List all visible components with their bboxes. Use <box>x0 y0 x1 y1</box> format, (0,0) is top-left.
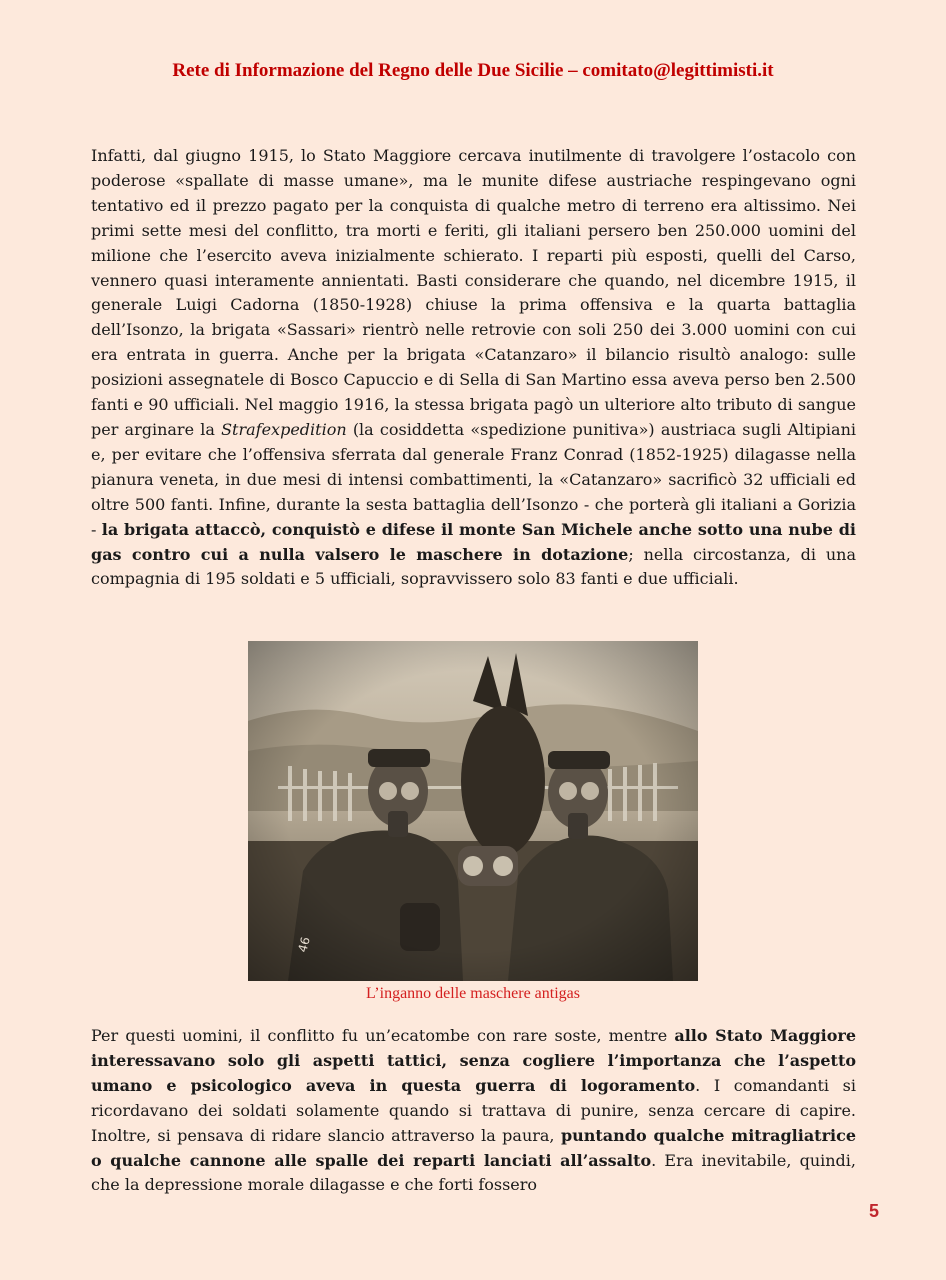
photo-caption: L’inganno delle maschere antigas <box>366 985 580 1002</box>
historical-photo <box>248 641 698 981</box>
bold-emphasis: la brigata attaccò, conquistò e difese il monte San Michele anche sotto una nube di gas contro cui a nulla valsero le maschere in dotazione <box>91 519 856 564</box>
paragraph-text: (la cosiddetta «spedizione punitiva») austriaca sugli Altipiani e, per evitare che l’offensiva sferrata dal generale Franz Conrad (1852-1925) dilagasse nella pianura veneta, in due mesi di intensi combattimenti, la «Catanzaro» sacrificò 32 ufficiali ed oltre 500 fanti. Infine, durante la sesta battaglia dell’Isonzo - che porterà gli italiani a Gorizia - <box>91 419 857 539</box>
body-paragraph-2 <box>91 1024 856 1198</box>
gas-mask-photo-illustration <box>248 641 698 981</box>
bold-emphasis: allo Stato Maggiore interessavano solo gli aspetti tattici, senza cogliere l’importanza che l’aspetto umano e psicologico aveva in questa guerra di logoramento <box>91 1026 856 1095</box>
page-number: 5 <box>868 1201 879 1221</box>
photo-mark: 46 <box>295 935 313 954</box>
italic-term: Strafexpedition <box>221 419 347 439</box>
paragraph-text: Per questi uomini, il conflitto fu un’ecatombe con rare soste, mentre <box>91 1026 668 1045</box>
page-header: Rete di Informazione del Regno delle Due Sicilie – comitato@legittimisti.it <box>172 60 774 81</box>
body-paragraph-1 <box>91 144 856 592</box>
bold-emphasis: puntando qualche mitragliatrice o qualche cannone alle spalle dei reparti lanciati all’assalto <box>91 1125 857 1170</box>
paragraph-text: . I comandanti si ricordavano dei soldati solamente quando si trattava di punire, senza cercare di capire. Inoltre, si pensava di ridare slancio attraverso la paura, <box>91 1075 857 1145</box>
paragraph-text: . Era inevitabile, quindi, che la depressione morale dilagasse e che forti fossero <box>91 1150 857 1195</box>
paragraph-text: ; nella circostanza, di una compagnia di 195 soldati e 5 ufficiali, sopravvissero solo 83 fanti e due ufficiali. <box>91 544 856 589</box>
paragraph-text: Infatti, dal giugno 1915, lo Stato Maggiore cercava inutilmente di travolgere l’ostacolo con poderose «spallate di masse umane», ma le munite difese austriache respingevano ogni tentativo ed il prezzo pagato per la conquista di qualche metro di terreno era altissimo. Nei primi sette mesi del conflitto, tra morti e feriti, gli italiani persero ben 250.000 uomini del milione che l’esercito aveva inizialmente schierato. I reparti più esposti, quelli del Carso, vennero quasi interamente annientati. Basti considerare che quando, nel dicembre 1915, il generale Luigi Cadorna (1850-1928) chiuse la prima offensiva e la quarta battaglia dell’Isonzo, la brigata «Sassari» rientrò nelle retrovie con soli 250 dei 3.000 uomini con cui era entrata in guerra. Anche per la brigata «Catanzaro» il bilancio risultò analogo: sulle posizioni assegnatele di Bosco Capuccio e di Sella di San Martino essa aveva perso ben 2.500 fanti e 90 ufficiali. Nel maggio 1916, la stessa brigata pagò un ulteriore alto tributo di sangue per arginare la <box>91 146 856 439</box>
